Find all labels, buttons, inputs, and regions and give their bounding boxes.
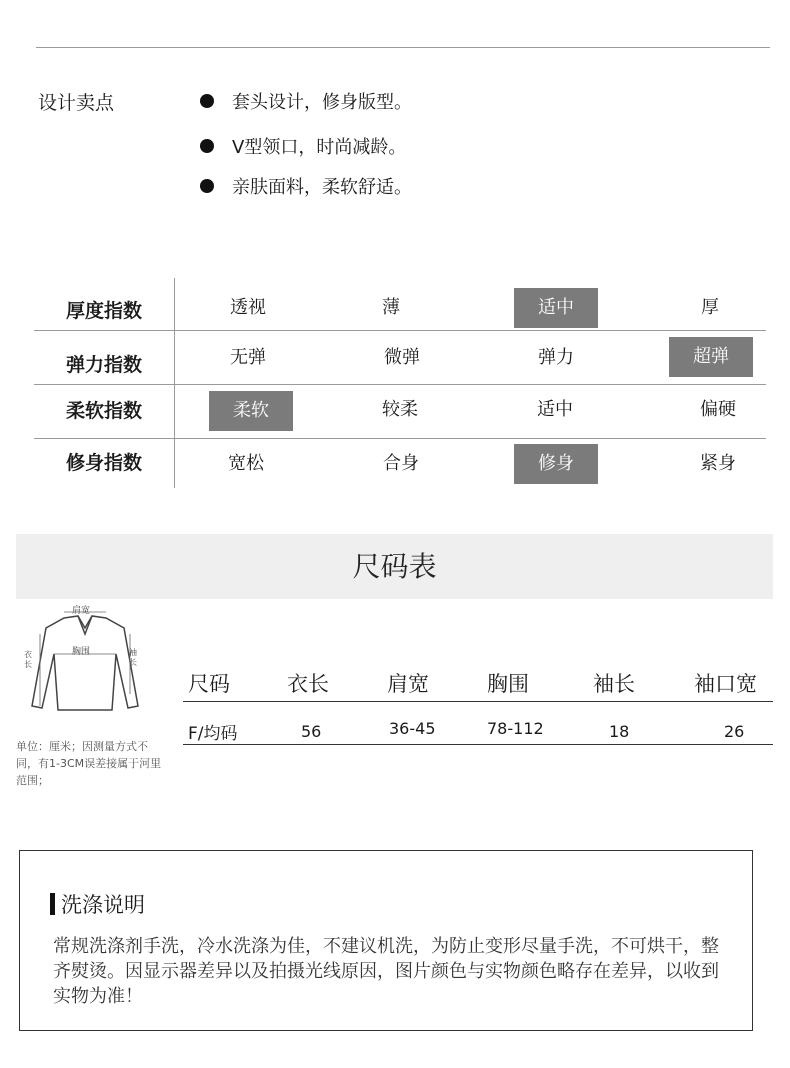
design-point-text: 套头设计，修身版型。 [232,92,412,113]
diagram-label-sleeve: 袖长 [129,648,137,667]
index-label-thickness: 厚度指数 [65,300,142,322]
design-point-item [200,173,412,199]
index-option: 较柔 [382,399,418,420]
index-option: 弹力 [538,347,574,368]
size-header: 尺码 [188,672,230,696]
index-table-row-line [34,330,766,331]
washing-instructions-box [19,850,753,1031]
index-option-selected: 超弹 [669,337,753,377]
index-option: 合身 [383,453,419,474]
size-header: 胸围 [487,672,529,696]
diagram-label-shoulder: 肩宽 [72,606,91,616]
size-cell: 18 [609,722,630,741]
washing-title-text: 洗涤说明 [61,893,145,917]
size-cell: F/均码 [188,724,238,744]
index-table-row-line [34,384,766,385]
size-cell: 36-45 [389,719,436,738]
index-label-elasticity: 弹力指数 [65,354,142,376]
index-option: 无弹 [230,347,266,368]
size-header: 衣长 [287,672,329,696]
size-header: 袖口宽 [694,672,757,696]
design-point-text: V型领口，时尚减龄。 [232,137,407,158]
washing-text: 常规洗涤剂手洗，冷水洗涤为佳，不建议机洗，为防止变形尽量手洗，不可烘干，整齐熨烫。因显示器差异以及拍摄光线原因，图片颜色与实物颜色略存在差异，以收到实物为准！ [53,936,719,1007]
index-option: 厚 [701,297,719,318]
index-table-row-line [34,438,766,439]
size-table-line [183,744,773,745]
index-option-selected: 柔软 [209,391,293,431]
index-option: 偏硬 [700,399,736,420]
size-cell: 78-112 [487,719,544,738]
index-option: 透视 [230,297,266,318]
index-table-divider [174,278,175,488]
size-cell: 26 [724,722,745,741]
size-table-line [183,701,773,702]
design-points-title: 设计卖点 [38,92,115,114]
size-cell: 56 [301,722,322,741]
size-chart-title: 尺码表 [352,550,437,583]
shirt-measure-diagram [20,604,150,719]
index-option: 适中 [537,399,573,420]
top-divider [36,47,770,48]
index-option: 紧身 [700,453,736,474]
bullet-icon [200,139,214,153]
bullet-icon [200,94,214,108]
index-option: 微弹 [384,347,420,368]
diagram-label-chest: 胸围 [72,647,91,657]
index-option: 薄 [382,297,400,318]
size-header: 袖长 [593,672,635,696]
index-label-fit: 修身指数 [65,452,142,474]
size-chart-banner [16,534,773,599]
design-point-item [200,88,412,114]
index-option-selected: 适中 [514,288,598,328]
bullet-icon [200,179,214,193]
size-note: 单位：厘米；因测量方式不同，有1-3CM误差接属于河里范围； [16,740,162,787]
title-bar-icon [50,893,55,915]
washing-title [50,889,145,919]
diagram-label-length: 衣长 [24,650,32,669]
design-point-text: 亲肤面料，柔软舒适。 [232,177,412,198]
design-point-item [200,133,406,159]
index-option-selected: 修身 [514,444,598,484]
size-header: 肩宽 [387,672,429,696]
index-label-softness: 柔软指数 [65,400,142,422]
index-option: 宽松 [228,453,264,474]
